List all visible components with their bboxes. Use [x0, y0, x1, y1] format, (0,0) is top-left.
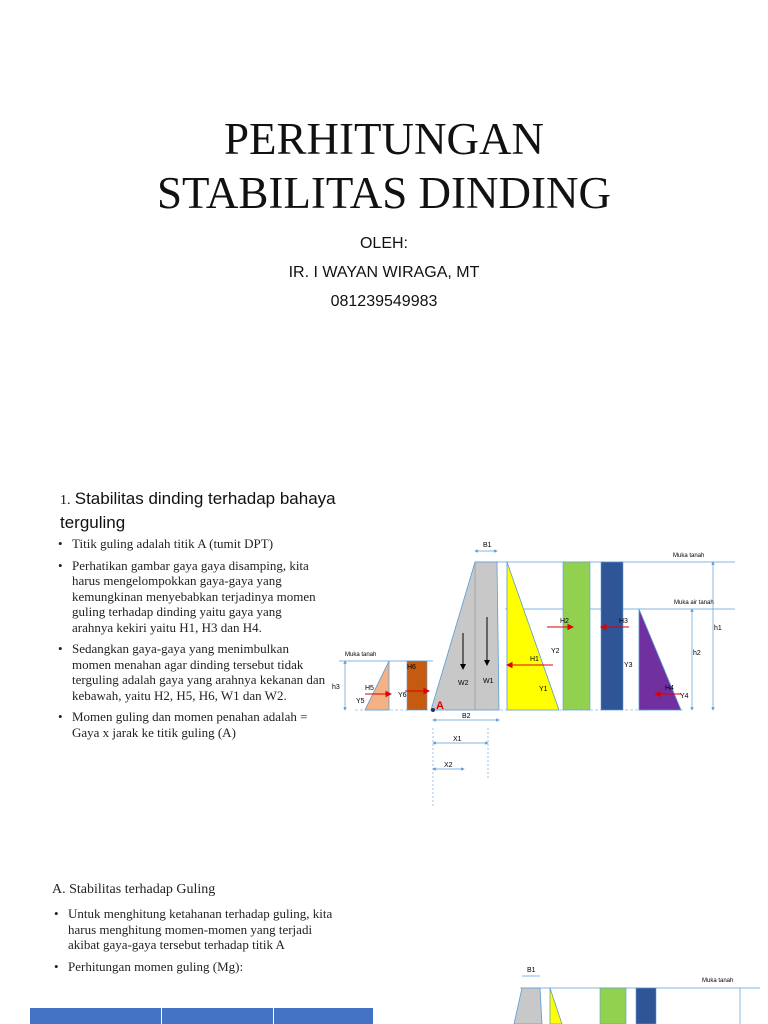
h3-label: H3 — [619, 618, 628, 625]
yellow-pressure-triangle — [507, 562, 559, 710]
table-header-cell — [274, 1008, 374, 1024]
y3-label: Y3 — [624, 662, 633, 669]
b1-label: B1 — [483, 542, 492, 549]
purple-water-triangle — [639, 609, 681, 710]
title-slide — [0, 0, 768, 448]
x2-label: X2 — [444, 762, 453, 769]
bullet-list — [54, 906, 344, 980]
blue-pressure-block — [636, 988, 656, 1024]
x1-label: X1 — [453, 736, 462, 743]
b2-label: B2 — [462, 713, 471, 720]
overturning-slide — [0, 448, 768, 858]
y6-label: Y6 — [398, 692, 407, 699]
blue-pressure-block — [601, 562, 623, 710]
green-pressure-block — [600, 988, 626, 1024]
list-item: • Titik guling adalah titik A (tumit DPT) — [58, 536, 326, 552]
list-item: • Momen guling dan momen penahan adalah = Gaya x jarak ke titik guling (A) — [58, 709, 326, 740]
w1-label: W1 — [483, 678, 494, 685]
list-item: • Perhatikan gambar gaya gaya disamping, kita harus mengelompokkan gaya-gaya yang kemungkinan menyebabkan terjadinya momen guling terhadap dinding yaitu gaya yang arahnya kekiri yaitu H1, H3 dan H4. — [58, 558, 326, 636]
h2-dim-label: h2 — [693, 650, 701, 657]
author-block — [0, 229, 768, 316]
by-label: OLEH: — [359, 235, 408, 252]
title-line-1: PERHITUNGAN — [224, 114, 544, 164]
table-header-cell — [162, 1008, 274, 1024]
green-pressure-block — [563, 562, 590, 710]
wall-trapezoid — [431, 562, 499, 710]
list-item: • Perhitungan momen guling (Mg): — [54, 959, 344, 975]
w2-label: W2 — [458, 680, 469, 687]
h1-dim-label: h1 — [714, 625, 722, 632]
ground-label: Muka tanah — [702, 978, 734, 984]
section-heading: A. Stabilitas terhadap Guling — [52, 882, 216, 897]
list-item: • Untuk menghitung ketahanan terhadap guling, kita harus menghitung momen-momen yang terjadi akibat gaya-gaya tersebut terhadap titik A — [54, 906, 344, 953]
title-line-2: STABILITAS DINDING — [157, 168, 611, 218]
author-name: IR. I WAYAN WIRAGA, MT — [288, 264, 480, 281]
yellow-pressure-triangle — [550, 988, 562, 1024]
list-item: • Sedangkan gaya-gaya yang menimbulkan momen menahan agar dinding tersebut tidak terguling adalah gaya yang arahnya kekanan dan kebawah, yaitu H2, H5, H6, W1 dan W2. — [58, 641, 326, 703]
y1-label: Y1 — [539, 686, 548, 693]
bullet-list — [58, 536, 326, 746]
section-heading — [60, 488, 340, 534]
retaining-wall-diagram-small — [500, 958, 768, 1024]
h1-label: H1 — [530, 656, 539, 663]
heading-number: 1. — [60, 493, 71, 508]
h3-dim-label: h3 — [332, 684, 340, 691]
h4-label: H4 — [665, 685, 674, 692]
pivot-point — [431, 708, 435, 712]
overturning-calc-slide — [0, 858, 768, 1024]
pivot-label: A — [436, 700, 444, 712]
retaining-wall-diagram — [325, 533, 768, 813]
heading-text: Stabilitas dinding terhadap bahaya terguling — [60, 489, 336, 532]
y5-label: Y5 — [356, 698, 365, 705]
h2-label: H2 — [560, 618, 569, 625]
presentation-title — [0, 112, 768, 220]
h5-label: H5 — [365, 685, 374, 692]
h6-label: H6 — [407, 664, 416, 671]
ground-label-left: Muka tanah — [345, 652, 377, 658]
b1-label: B1 — [527, 967, 536, 974]
y4-label: Y4 — [680, 693, 689, 700]
author-phone: 081239549983 — [330, 293, 438, 310]
wall-trapezoid — [514, 988, 542, 1024]
y2-label: Y2 — [551, 648, 560, 655]
moment-table-header — [30, 1008, 374, 1024]
table-header-cell — [30, 1008, 162, 1024]
ground-label-right: Muka tanah — [673, 553, 705, 559]
groundwater-label: Muka air tanah — [674, 600, 714, 606]
